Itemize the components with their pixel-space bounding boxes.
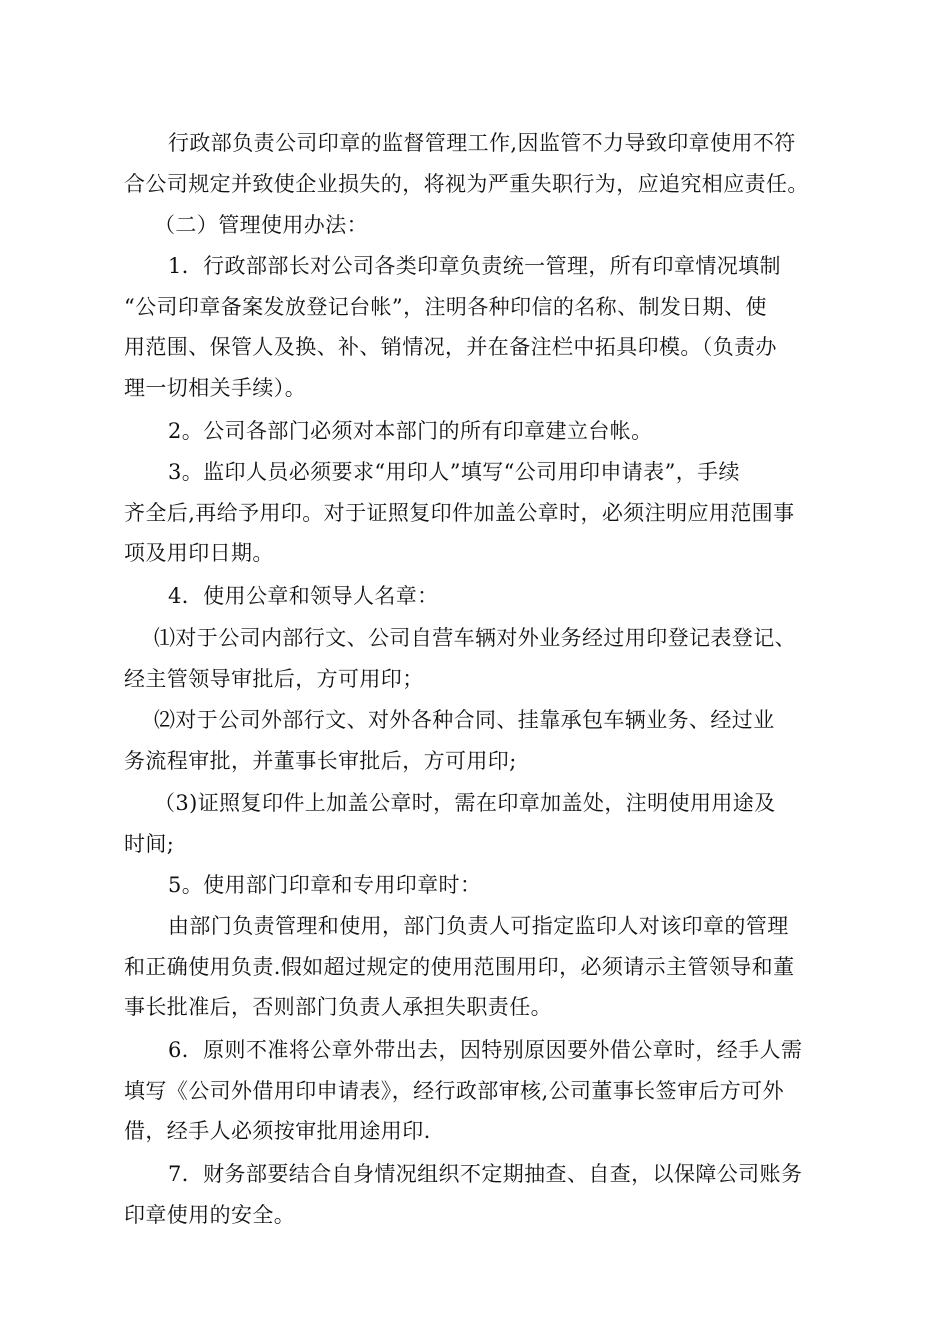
text-line: 5。使用部门印章和专用印章时： xyxy=(168,873,482,897)
paragraph-item-7 xyxy=(124,1154,836,1235)
text-line: （二）管理使用办法： xyxy=(154,213,368,237)
paragraph-item-3 xyxy=(124,452,836,574)
paragraph-item-5 xyxy=(124,865,836,906)
section-heading-management-methods xyxy=(124,205,836,246)
text-line: “公司印章备案发放登记台帐”，注明各种印信的名称、制发日期、使 xyxy=(124,294,767,319)
text-line: 行政部负责公司印章的监督管理工作,因监管不力导致印章使用不符 xyxy=(168,131,796,155)
text-line: 2。公司各部门必须对本部门的所有印章建立台帐。 xyxy=(168,419,653,443)
paragraph-item-2 xyxy=(124,411,836,452)
text-line: 7．财务部要结合自身情况组织不定期抽查、自查，以保障公司账务 xyxy=(168,1162,803,1186)
paragraph-item-4-sub-2 xyxy=(124,700,836,781)
text-line: 合公司规定并致使企业损失的，将视为严重失职行为，应追究相应责任。 xyxy=(124,171,809,196)
paragraph-item-6 xyxy=(124,1030,836,1152)
paragraph-item-4 xyxy=(124,576,836,617)
text-line: 务流程审批，并董事长审批后，方可用印; xyxy=(124,748,517,773)
text-line: 印章使用的安全。 xyxy=(124,1202,296,1227)
text-line: 6．原则不准将公章外带出去，因特别原因要外借公章时，经手人需 xyxy=(168,1038,803,1062)
paragraph-item-4-sub-1 xyxy=(124,618,836,699)
text-line: 和正确使用负责.假如超过规定的使用范围用印，必须请示主管领导和董 xyxy=(124,954,795,979)
paragraph-item-5-detail xyxy=(124,906,836,1028)
text-line: 用范围、保管人及换、补、销情况，并在备注栏中拓具印模。（负责办 xyxy=(124,335,777,359)
text-line: 由部门负责管理和使用，部门负责人可指定监印人对该印章的管理 xyxy=(168,914,789,938)
text-line: 时间; xyxy=(124,831,175,856)
text-line: 项及用印日期。 xyxy=(124,541,274,565)
text-line: 事长批准后，否则部门负责人承担失职责任。 xyxy=(124,995,552,1019)
text-line: 齐全后,再给予用印。对于证照复印件加盖公章时，必须注明应用范围事 xyxy=(124,500,795,525)
text-line: 填写《公司外借用印申请表》，经行政部审核,公司董事长签审后方可外 xyxy=(124,1078,784,1103)
paragraph-supervision-responsibility xyxy=(124,123,836,204)
paragraph-item-4-sub-3 xyxy=(124,783,836,864)
text-line: 4．使用公章和领导人名章： xyxy=(168,584,439,608)
text-line: 经主管领导审批后，方可用印； xyxy=(124,666,424,691)
text-line: ⑵对于公司外部行文、对外各种合同、挂靠承包车辆业务、经过业 xyxy=(154,708,775,732)
text-line: 理一切相关手续）。 xyxy=(124,375,307,400)
text-line: 3。监印人员必须要求“用印人”填写“公司用印申请表”，手续 xyxy=(168,460,740,484)
text-line: 借，经手人必须按审批用途用印. xyxy=(124,1119,431,1143)
text-line: （3)证照复印件上加盖公章时，需在印章加盖处，注明使用用途及 xyxy=(154,791,776,815)
text-line: ⑴对于公司内部行文、公司自营车辆对外业务经过用印登记表登记、 xyxy=(154,626,796,650)
paragraph-item-1 xyxy=(124,246,836,408)
text-line: 1．行政部部长对公司各类印章负责统一管理，所有印章情况填制 xyxy=(168,254,781,278)
